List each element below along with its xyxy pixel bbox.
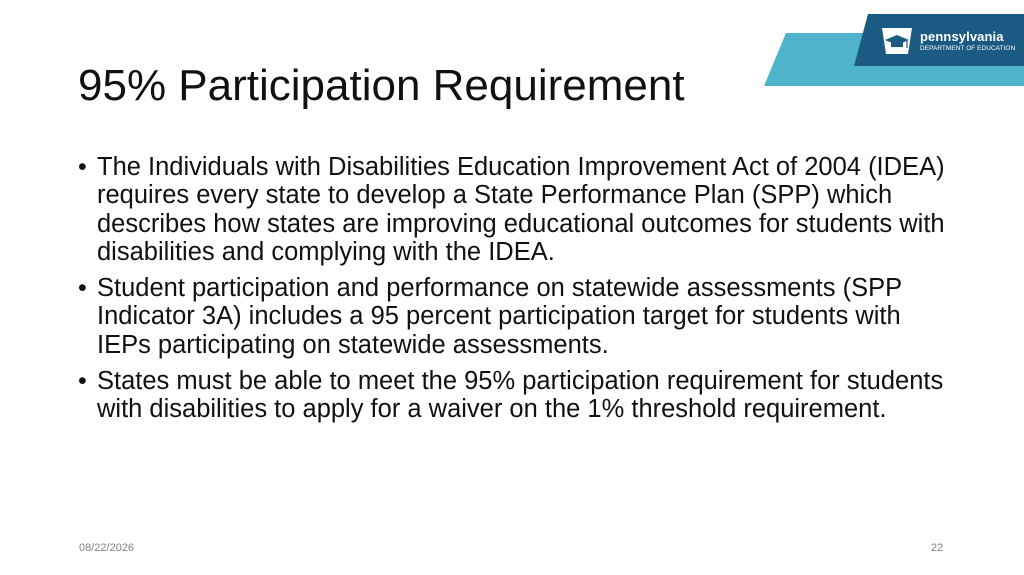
keystone-graduation-cap-icon: [880, 24, 914, 58]
bullet-text: States must be able to meet the 95% participation requirement for students with disabilities to apply for a waiver on the 1% threshold requirement.: [97, 367, 944, 424]
bullet-text: Student participation and performance on statewide assessments (SPP Indicator 3A) includes a 95 percent participation target for students with IEPs participating on statewide assessments.: [97, 274, 902, 359]
bullet-list: [78, 153, 958, 432]
bullet-item: [78, 274, 958, 359]
bullet-text: The Individuals with Disabilities Education Improvement Act of 2004 (IDEA) requires every state to develop a State Performance Plan (SPP) which describes how states are improving educational outcomes for students with disabilities and complying with the IDEA.: [97, 153, 945, 266]
logo-name: pennsylvania: [920, 28, 1004, 44]
logo-subtitle: DEPARTMENT OF EDUCATION: [920, 44, 1016, 52]
footer-page-number: 22: [931, 542, 944, 554]
bullet-marker: •: [78, 274, 87, 303]
slide-title: 95% Participation Requirement: [78, 61, 685, 110]
bullet-item: [78, 367, 958, 424]
logo-text: [920, 30, 1015, 52]
bullet-marker: •: [78, 153, 87, 181]
pa-education-logo: [874, 16, 1016, 66]
footer-date: 08/22/2026: [79, 542, 135, 554]
bullet-marker: •: [78, 367, 87, 396]
bullet-item: [78, 153, 958, 266]
